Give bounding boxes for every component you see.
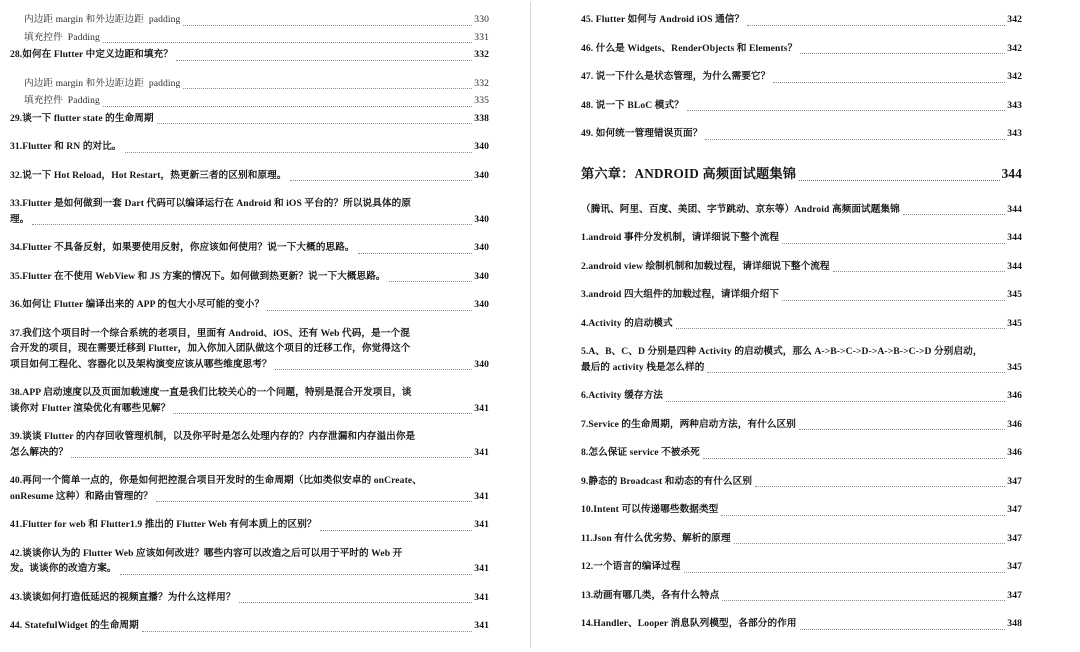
- toc-entry-text: onResume 这种）和路由管理的？: [10, 490, 153, 502]
- toc-page-number: 344: [1007, 260, 1022, 272]
- toc-entry-text: 34.Flutter 不具备反射，如果要使用反射，你应该如何使用？说一下大概的思路。: [10, 242, 355, 253]
- toc-entry[interactable]: [581, 230, 1022, 246]
- toc-page-number: 345: [1007, 361, 1022, 373]
- toc-entry-text: 41.Flutter for web 和 Flutter1.9 推出的 Flutter Web 有何本质上的区别？: [10, 519, 317, 530]
- toc-page-number: 341: [474, 563, 489, 574]
- toc-entry[interactable]: [10, 517, 489, 533]
- toc-entry[interactable]: [581, 616, 1022, 632]
- toc-entry[interactable]: [581, 287, 1022, 303]
- toc-entry[interactable]: [581, 344, 1022, 375]
- toc-entry-text: 8.怎么保证 service 不被杀死: [581, 447, 700, 458]
- toc-entry-row: [24, 76, 489, 92]
- toc-page-number: 332: [474, 77, 489, 89]
- toc-entry-lines: [581, 98, 1022, 114]
- toc-entry-row: [24, 12, 489, 28]
- toc-entry-text: 11.Json 有什么优劣势、解析的原理: [581, 532, 731, 544]
- toc-entry-lines: [24, 93, 489, 109]
- toc-entry-lines: [581, 12, 1022, 28]
- dot-leader: [705, 138, 1005, 140]
- toc-entry-text: 填充控件 Padding: [24, 95, 100, 106]
- dot-leader: [275, 368, 473, 370]
- dot-leader: [183, 87, 472, 89]
- dot-leader: [320, 529, 473, 531]
- toc-entry[interactable]: [581, 588, 1022, 604]
- toc-page-number: 347: [1007, 532, 1022, 544]
- toc-entry-lines: [581, 417, 1022, 433]
- dot-leader: [103, 105, 472, 107]
- toc-entry-text: 6.Activity 缓存方法: [581, 390, 663, 401]
- toc-entry-text: 29.谈一下 flutter state 的生命周期: [10, 112, 154, 124]
- toc-entry[interactable]: [10, 30, 489, 46]
- toc-entry-row: [10, 240, 489, 256]
- toc-page-number: 341: [474, 402, 489, 414]
- dot-leader: [799, 428, 1005, 430]
- toc-entry-lines: [581, 202, 1022, 218]
- toc-entry-lines: [10, 139, 489, 155]
- toc-entry[interactable]: [10, 269, 489, 285]
- toc-entry-row: [581, 202, 1022, 218]
- toc-entry-text: 45. Flutter 如何与 Android iOS 通信？: [581, 14, 745, 25]
- toc-entry-row: [10, 269, 489, 285]
- toc-entry-lines: [10, 618, 489, 634]
- toc-page-right: [531, 0, 1062, 652]
- toc-entry-lines: [581, 316, 1022, 332]
- toc-entry[interactable]: [10, 168, 489, 184]
- toc-entry-text: 33.Flutter 是如何做到一套 Dart 代码可以编译运行在 Android 和 iOS 平台的？所以说具体的原: [10, 198, 412, 209]
- toc-page-number: 346: [1007, 390, 1022, 401]
- toc-page-number: 341: [474, 591, 489, 603]
- dot-leader: [707, 371, 1005, 373]
- toc-entry-row: [581, 388, 1022, 404]
- toc-entry-text: 谈你对 Flutter 渲染优化有哪些见解？: [10, 402, 171, 414]
- dot-leader: [734, 542, 1006, 544]
- toc-entry-lines: [10, 269, 489, 285]
- toc-entry[interactable]: [581, 417, 1022, 433]
- toc-page-number: 345: [1007, 317, 1022, 329]
- toc-entry-text: 内边距 margin 和外边距边距 padding: [24, 14, 181, 25]
- toc-page-number: 341: [474, 446, 489, 458]
- dot-leader: [721, 514, 1005, 516]
- toc-entry-lines: [10, 196, 489, 227]
- dot-leader: [142, 630, 472, 632]
- toc-entry-row: [581, 259, 1022, 275]
- toc-page-number: 331: [474, 31, 489, 43]
- toc-entry-text: 28.如何在 Flutter 中定义边距和填充？: [10, 49, 173, 60]
- toc-entry[interactable]: [581, 259, 1022, 275]
- dot-leader: [782, 242, 1005, 244]
- toc-entry[interactable]: [581, 164, 1022, 184]
- toc-page-number: 347: [1007, 589, 1022, 601]
- dot-leader: [833, 270, 1006, 272]
- toc-entry-row: [581, 126, 1022, 142]
- toc-page-number: 341: [474, 519, 489, 530]
- dot-leader: [389, 280, 473, 282]
- toc-entry-row: [581, 41, 1022, 57]
- toc-entry-text: 10.Intent 可以传递哪些数据类型: [581, 504, 719, 515]
- toc-page-number: 347: [1007, 504, 1022, 515]
- toc-entry-lines: [581, 388, 1022, 404]
- toc-entry-lines: [581, 41, 1022, 57]
- toc-entry-lines: [10, 297, 489, 313]
- toc-entry-row: [581, 445, 1022, 461]
- toc-entry-lines: [581, 531, 1022, 547]
- dot-leader: [800, 52, 1005, 54]
- toc-entry-row: [10, 445, 489, 461]
- toc-entry[interactable]: [10, 326, 489, 373]
- toc-entry-row: [581, 287, 1022, 303]
- toc-entry-lines: [581, 259, 1022, 275]
- toc-entry-row: [581, 588, 1022, 604]
- toc-entry-row: [10, 489, 489, 505]
- toc-entry-row: [10, 111, 489, 127]
- toc-entry-text: 39.谈谈 Flutter 的内存回收管理机制，以及你平时是怎么处理内存的？内存泄漏和内存溢出你是: [10, 431, 416, 442]
- toc-entry[interactable]: [10, 93, 489, 109]
- toc-entry-row: [581, 230, 1022, 246]
- toc-entry[interactable]: [10, 12, 489, 28]
- dot-leader: [903, 213, 1005, 215]
- toc-entry-text: 第六章：ANDROID 高频面试题集锦: [581, 165, 797, 181]
- toc-entry-lines: [24, 76, 489, 92]
- toc-entry-lines: [10, 385, 489, 416]
- toc-entry-text: 36.如何让 Flutter 编译出来的 APP 的包大小尽可能的变小？: [10, 299, 265, 310]
- toc-list-left: [10, 12, 489, 634]
- toc-entry-text: 2.android view 绘制机制和加载过程，请详细说下整个流程: [581, 260, 830, 272]
- toc-page-number: 341: [474, 620, 489, 631]
- toc-entry-row: [10, 401, 489, 417]
- toc-entry-lines: [10, 47, 489, 63]
- toc-entry[interactable]: [10, 47, 489, 63]
- dot-leader: [157, 122, 473, 124]
- toc-entry-row: [24, 93, 489, 109]
- toc-entry-lines: [581, 588, 1022, 604]
- toc-entry[interactable]: [581, 41, 1022, 57]
- toc-entry-text: 内边距 margin 和外边距边距 padding: [24, 77, 181, 89]
- toc-entry[interactable]: [581, 98, 1022, 114]
- toc-entry[interactable]: [10, 196, 489, 227]
- toc-entry-text: 35.Flutter 在不使用 WebView 和 JS 方案的情况下。如何做到热更新？说一下大概思路。: [10, 270, 386, 282]
- toc-entry-text: 理。: [10, 213, 30, 225]
- toc-entry-text: 最后的 activity 栈是怎么样的: [581, 361, 705, 373]
- toc-entry-text: 32.说一下 Hot Reload，Hot Restart，热更新三者的区别和原理。: [10, 169, 287, 181]
- toc-page-number: 340: [474, 141, 489, 152]
- toc-page-number: 344: [1007, 203, 1022, 215]
- toc-entry-lines: [581, 69, 1022, 85]
- dot-leader: [755, 485, 1005, 487]
- toc-entry-lines: [10, 240, 489, 256]
- toc-page-number: 342: [1007, 42, 1022, 54]
- toc-entry-row: [581, 360, 1022, 376]
- toc-page-number: 332: [474, 49, 489, 60]
- toc-entry-row: [581, 502, 1022, 518]
- toc-page-number: 343: [1007, 99, 1022, 111]
- dot-leader: [71, 456, 472, 458]
- toc-entry-row: [10, 357, 489, 373]
- toc-entry-row: [24, 30, 489, 46]
- toc-entry-text: 12.一个语言的编译过程: [581, 561, 681, 572]
- dot-leader: [800, 628, 1006, 630]
- toc-entry-text: 合开发的项目，现在需要迁移到 Flutter，加入你加入团队做这个项目的迁移工作，你觉得这个: [10, 343, 411, 354]
- toc-page-number: 346: [1007, 447, 1022, 458]
- toc-entry[interactable]: [581, 388, 1022, 404]
- toc-entry[interactable]: [10, 429, 489, 460]
- dot-leader: [183, 24, 472, 26]
- toc-page-number: 347: [1007, 561, 1022, 572]
- dot-leader: [103, 41, 472, 43]
- toc-entry-row: [581, 474, 1022, 490]
- toc-entry-text: 1.android 事件分发机制，请详细说下整个流程: [581, 232, 780, 243]
- toc-entry[interactable]: [581, 126, 1022, 142]
- toc-entry[interactable]: [581, 202, 1022, 218]
- toc-entry[interactable]: [581, 474, 1022, 490]
- toc-entry-row: [10, 297, 489, 313]
- toc-entry-text: 38.APP 启动速度以及页面加载速度一直是我们比较关心的一个问题，特别是混合开发项目，谈: [10, 387, 412, 398]
- toc-page-number: 344: [1007, 232, 1022, 243]
- toc-entry-lines: [581, 344, 1022, 375]
- toc-page-number: 340: [474, 270, 489, 282]
- toc-entry-lines: [10, 326, 489, 373]
- toc-entry-text: 3.android 四大组件的加载过程，请详细介绍下: [581, 289, 780, 300]
- toc-entry-text: 31.Flutter 和 RN 的对比。: [10, 141, 122, 152]
- dot-leader: [125, 151, 473, 153]
- dot-leader: [32, 223, 472, 225]
- toc-entry-row: [581, 417, 1022, 433]
- toc-entry[interactable]: [10, 297, 489, 313]
- toc-entry-text: 怎么解决的？: [10, 446, 69, 458]
- toc-entry-text: 14.Handler、Looper 消息队列模型，各部分的作用: [581, 618, 797, 629]
- toc-entry[interactable]: [581, 12, 1022, 28]
- toc-entry-text: 4.Activity 的启动模式: [581, 317, 673, 329]
- toc-page-number: 343: [1007, 128, 1022, 139]
- dot-leader: [773, 81, 1005, 83]
- toc-entry-row: [581, 12, 1022, 28]
- toc-entry[interactable]: [581, 445, 1022, 461]
- toc-entry-text: 46. 什么是 Widgets、RenderObjects 和 Elements？: [581, 42, 798, 54]
- dot-leader: [799, 179, 999, 181]
- toc-entry-row: [10, 517, 489, 533]
- toc-entry-text: 项目如何工程化、容器化以及架构演变应该从哪些维度思考？: [10, 358, 272, 370]
- dot-leader: [267, 309, 472, 311]
- toc-entry-text: 37.我们这个项目时一个综合系统的老项目，里面有 Android、iOS、还有 Web 代码，是一个混: [10, 327, 410, 339]
- toc-entry-row: [10, 561, 489, 577]
- dot-leader: [747, 24, 1005, 26]
- toc-entry[interactable]: [10, 473, 489, 504]
- toc-entry-text: 47. 说一下什么是状态管理，为什么需要它？: [581, 71, 771, 82]
- toc-entry[interactable]: [10, 111, 489, 127]
- toc-entry[interactable]: [10, 139, 489, 155]
- toc-entry-text: 42.谈谈你认为的 Flutter Web 应该如何改进？哪些内容可以改造之后可以用于平时的 Web 开: [10, 547, 403, 559]
- toc-page-number: 340: [474, 213, 489, 225]
- toc-entry-row: [581, 559, 1022, 575]
- toc-entry-text: 发。谈谈你的改造方案。: [10, 563, 117, 574]
- toc-entry[interactable]: [10, 546, 489, 577]
- toc-entry-lines: [10, 111, 489, 127]
- dot-leader: [120, 573, 473, 575]
- toc-entry[interactable]: [581, 502, 1022, 518]
- toc-entry-lines: [581, 287, 1022, 303]
- toc-entry-row: [581, 98, 1022, 114]
- toc-entry-text: 49. 如何统一管理错误页面？: [581, 128, 703, 139]
- toc-entry[interactable]: [581, 531, 1022, 547]
- toc-entry[interactable]: [10, 240, 489, 256]
- toc-page-number: 340: [474, 169, 489, 181]
- toc-entry-row: [581, 531, 1022, 547]
- toc-entry-row: [10, 139, 489, 155]
- dot-leader: [687, 109, 1005, 111]
- toc-entry-text: 7.Service 的生命周期，两种启动方法，有什么区别: [581, 418, 796, 430]
- dot-leader: [676, 327, 1006, 329]
- toc-entry-lines: [10, 546, 489, 577]
- dot-leader: [176, 59, 472, 61]
- toc-page-number: 335: [474, 95, 489, 106]
- toc-page-number: 348: [1007, 618, 1022, 629]
- toc-entry-lines: [581, 230, 1022, 246]
- dot-leader: [239, 601, 473, 603]
- toc-entry-lines: [10, 590, 489, 606]
- toc-entry-text: 9.静态的 Broadcast 和动态的有什么区别: [581, 475, 753, 487]
- dot-leader: [703, 457, 1005, 459]
- toc-entry-row: [10, 168, 489, 184]
- toc-entry-row: [10, 47, 489, 63]
- toc-entry-text: 44. StatefulWidget 的生命周期: [10, 620, 139, 631]
- toc-page-number: 344: [1001, 165, 1022, 181]
- toc-entry[interactable]: [10, 385, 489, 416]
- toc-page-number: 330: [474, 14, 489, 25]
- toc-entry-lines: [10, 168, 489, 184]
- toc-page-number: 340: [474, 242, 489, 253]
- toc-list-right: [581, 12, 1022, 632]
- toc-page-number: 340: [474, 358, 489, 370]
- toc-page-number: 338: [474, 112, 489, 124]
- toc-entry-row: [581, 69, 1022, 85]
- toc-entry-lines: [581, 445, 1022, 461]
- dot-leader: [666, 400, 1005, 402]
- dot-leader: [173, 412, 472, 414]
- toc-entry-lines: [581, 164, 1022, 184]
- toc-entry-lines: [581, 474, 1022, 490]
- toc-page-left: [0, 0, 531, 652]
- toc-page-number: 347: [1007, 475, 1022, 487]
- toc-entry-text: 13.动画有哪几类，各有什么特点: [581, 589, 720, 601]
- dot-leader: [722, 599, 1005, 601]
- toc-entry-row: [10, 590, 489, 606]
- toc-entry-row: [581, 316, 1022, 332]
- toc-entry-text: 5.A、B、C、D 分别是四种 Activity 的启动模式，那么 A->B->C->D->A->B->C->D 分别启动，: [581, 346, 983, 357]
- toc-page-number: 345: [1007, 289, 1022, 300]
- dot-leader: [782, 299, 1005, 301]
- toc-page-number: 341: [474, 490, 489, 502]
- toc-entry[interactable]: [10, 76, 489, 92]
- toc-entry[interactable]: [581, 559, 1022, 575]
- toc-entry[interactable]: [581, 316, 1022, 332]
- toc-entry[interactable]: [581, 69, 1022, 85]
- toc-entry-lines: [10, 473, 489, 504]
- toc-entry-lines: [24, 30, 489, 46]
- toc-entry-lines: [10, 517, 489, 533]
- toc-entry[interactable]: [10, 618, 489, 634]
- dot-leader: [156, 500, 472, 502]
- toc-entry-text: （腾讯、阿里、百度、美团、字节跳动、京东等）Android 高频面试题集锦: [581, 203, 900, 215]
- toc-entry-text: 43.谈谈如何打造低延迟的视频直播？为什么这样用？: [10, 591, 236, 603]
- toc-entry-lines: [581, 126, 1022, 142]
- toc-entry-text: 48. 说一下 BLoC 模式？: [581, 99, 684, 111]
- toc-entry-row: [581, 164, 1022, 184]
- toc-page-number: 342: [1007, 14, 1022, 25]
- dot-leader: [684, 571, 1006, 573]
- toc-page-number: 346: [1007, 418, 1022, 430]
- dot-leader: [358, 252, 473, 254]
- dot-leader: [290, 179, 473, 181]
- toc-entry-text: 40.再问一个简单一点的，你是如何把控混合项目开发时的生命周期（比如类似安卓的 onCreate、: [10, 475, 422, 486]
- toc-page-number: 340: [474, 299, 489, 310]
- toc-entry-row: [581, 616, 1022, 632]
- toc-entry[interactable]: [10, 590, 489, 606]
- toc-page-number: 342: [1007, 71, 1022, 82]
- toc-entry-row: [10, 618, 489, 634]
- toc-entry-row: [10, 212, 489, 228]
- toc-entry-text: 填充控件 Padding: [24, 31, 100, 43]
- toc-entry-lines: [24, 12, 489, 28]
- toc-entry-lines: [581, 559, 1022, 575]
- toc-entry-lines: [581, 616, 1022, 632]
- toc-entry-lines: [581, 502, 1022, 518]
- toc-entry-lines: [10, 429, 489, 460]
